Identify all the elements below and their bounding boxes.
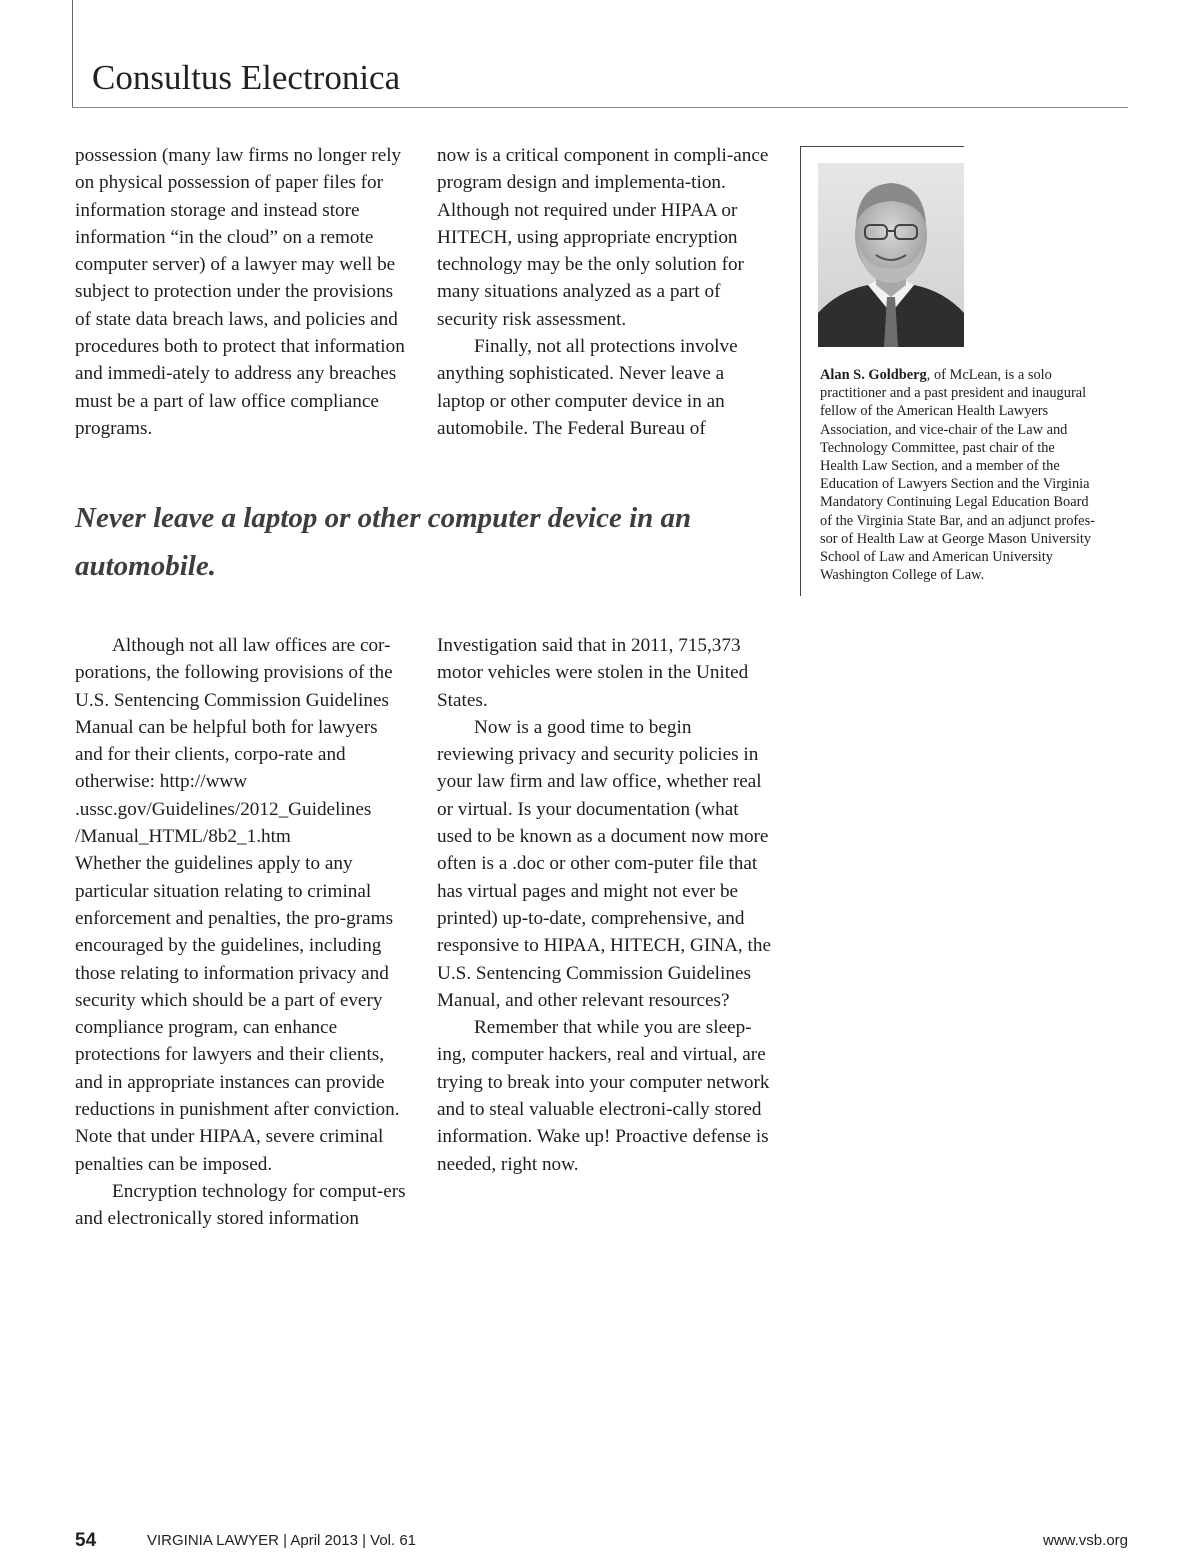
author-bio — [820, 366, 1095, 584]
paragraph: Encryption technology for comput-ers and electronically stored information — [75, 1180, 406, 1230]
author-name: Alan S. Goldberg — [820, 367, 927, 383]
paragraph: Whether the guidelines apply to any particular situation relating to criminal enforcement and penalties, the pro-grams encouraged by the guidelines, including those relating to information privacy and security which should be a part of every compliance program, can enhance protections for lawyers and their clients, and in appropriate instances can provide reductions in punishment after conviction. Note that under HIPAA, severe criminal penalties can be imposed. — [75, 853, 400, 1175]
header-horizontal-rule — [72, 107, 1128, 108]
page-number: 54 — [75, 1530, 97, 1551]
paragraph: possession (many law firms no longer rely on physical possession of paper files for information storage and instead store information “in the cloud” on a remote computer server) of a lawyer may well be subject to protection under the provisions of state data breach laws, and policies and procedures both to protect that information and immedi-ately to address any breaches must be a part of law office compliance programs. — [75, 145, 405, 439]
magazine-issue: VIRGINIA LAWYER | April 2013 | Vol. 61 — [147, 1532, 417, 1549]
author-portrait — [818, 163, 964, 347]
section-title: Consultus Electronica — [92, 58, 401, 97]
paragraph: Investigation said that in 2011, 715,373 motor vehicles were stolen in the United States. — [437, 635, 749, 711]
author-bio-text: , of McLean, is a solo practitioner and a past president and inaugural fellow of the American Health Lawyers Association, and vice-chair of the Law and Technology Committee, past chair of the Health Law Section, and a member of the Education of Lawyers Section and the Virginia Mandatory Continuing Legal Education Board of the Virginia State Bar, and an adjunct profes-sor of Health Law at George Mason University School of Law and American University Washington College of Law. — [820, 367, 1095, 584]
column-2-top — [437, 142, 772, 442]
column-1-top — [75, 142, 410, 442]
paragraph: now is a critical component in compli-ance program design and implementa-tion. Although not required under HIPAA or HITECH, using appropriate encryption technology may be the only solution for many situations analyzed as a part of security risk assessment. — [437, 145, 769, 330]
pull-quote: Never leave a laptop or other computer device in an automobile. — [75, 502, 692, 582]
column-1-bottom — [75, 632, 410, 1233]
sidebar-vertical-rule — [800, 146, 801, 596]
paragraph: Remember that while you are sleep-ing, computer hackers, real and virtual, are trying to break into your computer network and to steal valuable electroni-cally stored information. Wake up! Proactive defense is needed, right now. — [437, 1017, 770, 1175]
website-url: www.vsb.org — [1042, 1532, 1128, 1549]
paragraph: Finally, not all protections involve anything sophisticated. Never leave a laptop or other computer device in an automobile. The Federal Bureau of — [437, 336, 738, 439]
paragraph: Now is a good time to begin reviewing privacy and security policies in your law firm and law office, whether real or virtual. Is your documentation (what used to be known as a document now more often is a .doc or other com-puter file that has virtual pages and might not ever be printed) up-to-date, comprehensive, and responsive to HIPAA, HITECH, GINA, the U.S. Sentencing Commission Guidelines Manual, and other relevant resources? — [437, 716, 771, 1011]
column-2-bottom — [437, 632, 772, 1178]
page-footer — [75, 1530, 1128, 1554]
paragraph: Although not all law offices are cor-porations, the following provisions of the U.S. Sentencing Commission Guidelines Manual can be helpful both for lawyers and for their clients, corpo-rate and otherwise: http://www .ussc.gov/Guidelines/2012_Guidelines /Manual_HTML/8b2_1.htm — [75, 635, 393, 848]
header-vertical-rule — [72, 0, 73, 108]
sidebar-top-rule — [800, 146, 964, 147]
